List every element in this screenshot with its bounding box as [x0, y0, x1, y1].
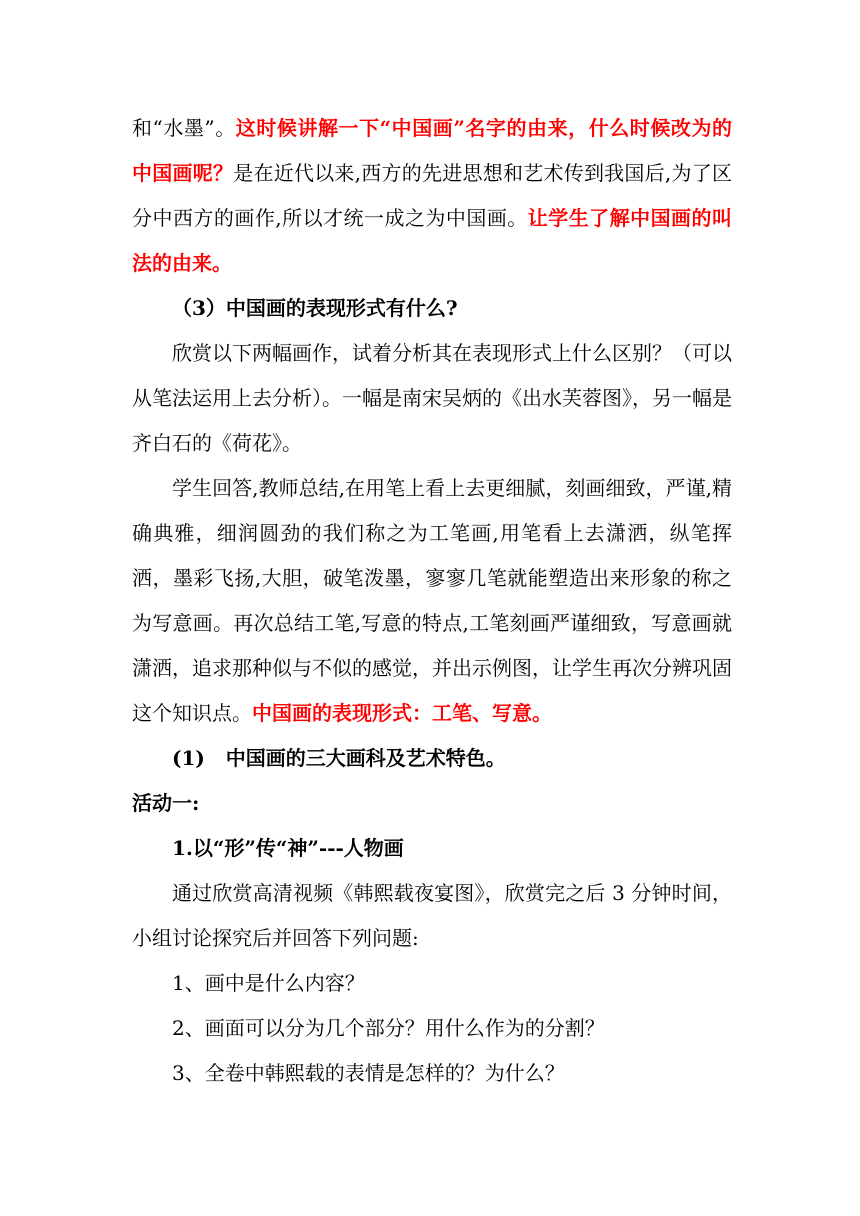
subsection-heading: 1.以“形”传“神”---人物画	[172, 836, 404, 860]
activity-heading: 活动一:	[132, 791, 200, 815]
question-item: 1、画中是什么内容？	[172, 971, 365, 995]
paragraph-text: 学生回答,教师总结,在用笔上看上去更细腻，刻画细致，严谨,精确典雅，细润圆劲的我们称之为工笔画,用笔看上去潇洒，纵笔挥洒，墨彩飞扬,大胆，破笔泼墨，寥寥几笔就能塑造出来形象的称之为写意画。再次总结工笔,写意的特点,工笔刻画严谨细致，写意画就潇洒，追求那种似与不似的感觉，并出示例图，让学生再次分辨巩固这个知识点。	[132, 476, 732, 725]
paragraph-video: 通过欣赏高清视频《韩熙载夜宴图》，欣赏完之后 3 分钟时间，小组讨论探究后并回答下列问题:	[132, 881, 732, 950]
paragraph-text: 和“水墨”。	[132, 116, 236, 140]
question-item: 2、画面可以分为几个部分？用什么作为的分割？	[172, 1016, 605, 1040]
section-heading-3: （3）中国画的表现形式有什么?	[172, 296, 458, 320]
question-item: 3、全卷中韩熙载的表情是怎样的？为什么？	[172, 1061, 565, 1085]
paragraph-appreciate: 欣赏以下两幅画作，试着分析其在表现形式上什么区别？（可以从笔法运用上去分析）。一幅是南宋吴炳的《出水芙蓉图》，另一幅是齐白石的《荷花》。	[132, 341, 732, 455]
document-body	[132, 106, 732, 1096]
paragraph-name-origin	[132, 106, 732, 286]
emphasis-text: 这时候讲解一下“中国画”名字的由来，什么时候改为的中国画呢？	[132, 116, 732, 185]
paragraph-text: 是在近代以来,西方的先进思想和艺术传到我国后,为了区分中西方的画作,所以才统一成之为中国画。	[132, 161, 733, 230]
emphasis-text: 让学生了解中国画的叫法的由来。	[132, 206, 732, 275]
section-heading-1: (1) 中国画的三大画科及艺术特色。	[172, 746, 506, 770]
paragraph-summary	[132, 466, 732, 736]
emphasis-text: 中国画的表现形式：工笔、写意。	[252, 701, 552, 725]
